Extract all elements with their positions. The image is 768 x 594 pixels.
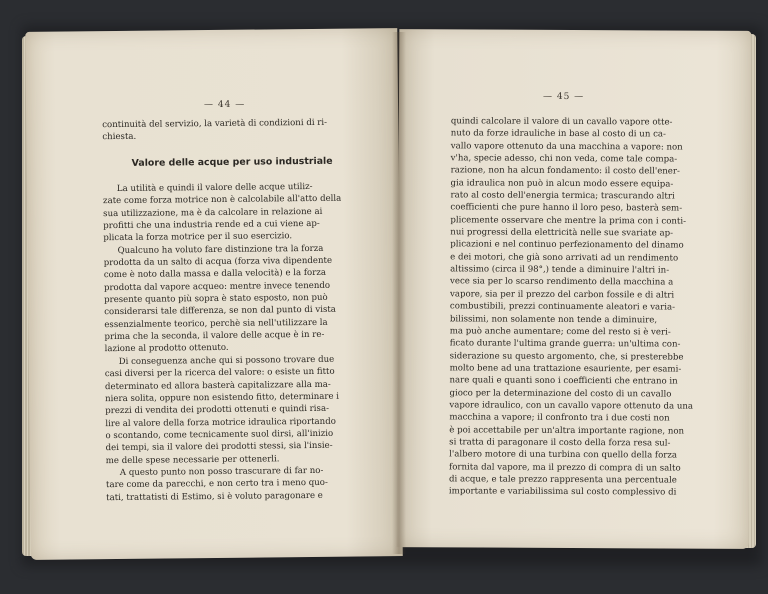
left-body-text bbox=[103, 180, 396, 504]
text-line: ficato durante l'ultima grande guerra: un'ultima con- bbox=[449, 338, 681, 350]
text-line: prezzi di vendita dei prodotti ottenuti e quindi risa- bbox=[105, 403, 330, 417]
text-line: vece sia per lo scarso rendimento della macchina a bbox=[450, 276, 674, 288]
book-gutter bbox=[392, 32, 406, 554]
page-number-left: — 44 — bbox=[203, 99, 246, 111]
text-line: tati, trattatisti di Estimo, si è voluto paragonare e bbox=[106, 490, 323, 503]
text-line: prodotta dal vapore acqueo: mentre invece tenendo bbox=[103, 280, 331, 293]
text-line: o scontando, come tecnicamente suol dirsi, all'inizio bbox=[105, 428, 334, 442]
text-line: bilissimi, non solamente non tende a diminuire, bbox=[449, 313, 658, 325]
text-line: importante e variabilissima sul costo complessivo di bbox=[448, 486, 677, 498]
text-line: Qualcuno ha voluto fare distinzione tra la forza bbox=[117, 243, 324, 256]
text-line: molto bene ad una trattazione esauriente, per esami- bbox=[449, 363, 682, 375]
text-line: nui progressi della elettricità nelle sue svariate ap- bbox=[450, 227, 674, 239]
left-page bbox=[25, 28, 403, 560]
text-line: lire al valore della forza motrice idraulica riportando bbox=[105, 416, 336, 429]
text-line: determinato ed allora basterà capitalizzare alla ma- bbox=[104, 379, 331, 392]
page-number-right: — 45 — bbox=[542, 91, 585, 103]
text-line: rato al costo dell'energia termica; trascurando altri bbox=[450, 190, 675, 202]
text-line: lazione al prodotto ottenuto. bbox=[104, 343, 229, 355]
text-line: razione, non ha alcun fondamento: il costo dell'ener- bbox=[450, 165, 680, 177]
text-line: si tratta di paragonare il costo della forza resa sul- bbox=[449, 437, 671, 449]
text-line: v'ha, specie adesso, chi non veda, come tale compa- bbox=[450, 153, 678, 165]
right-body-text bbox=[449, 115, 741, 499]
text-line: nare quali e quanti sono i coefficienti che entrano in bbox=[449, 375, 678, 387]
text-line: plicazioni e nel continuo perfezionamento del dinamo bbox=[450, 239, 684, 252]
text-line: prodotta da un salto di acqua (forza viva dipendente bbox=[103, 255, 333, 269]
text-line: Di conseguenza anche qui si possono trovare due bbox=[118, 354, 335, 367]
text-line: macchina a vapore; il confronto tra i due costi non bbox=[449, 412, 670, 424]
text-line: me delle spese necessarie per ottenerli. bbox=[105, 453, 280, 466]
text-line: come è noto dalla massa e dalla velocità) e la forza bbox=[103, 268, 327, 281]
text-line: e dei motori, che già sono arrivati ad un rendimento bbox=[450, 252, 679, 264]
text-line: profitti che una industria rende ed a cui viene ap- bbox=[103, 218, 320, 232]
text-line: La utilità e quindi il valore delle acque utiliz- bbox=[116, 181, 313, 195]
text-line: prima che la seconda, il valore delle acque è in re- bbox=[104, 329, 325, 343]
text-line: coefficienti che pure hanno il loro peso, basterà sem- bbox=[450, 202, 683, 214]
text-line: vallo vapore ottenuto da una macchina a vapore: non bbox=[450, 141, 683, 153]
text-line: continuità del servizio, la varietà di condizioni di ri- bbox=[102, 117, 328, 131]
text-line: di acque, e tale prezzo rappresenta una percentuale bbox=[448, 474, 677, 486]
text-line: fornita dal vapore, ma il prezzo di compra di un salto bbox=[449, 461, 681, 474]
section-title: Valore delle acque per uso industriale bbox=[131, 155, 333, 169]
text-line: A questo punto non posso trascurare di far no- bbox=[119, 465, 324, 478]
text-line: considerarsi tale differenza, se non dal punto di vista bbox=[104, 305, 336, 318]
text-line: gioco per la determinazione del costo di un cavallo bbox=[449, 387, 672, 400]
text-line: sua utilizzazione, ma è da calcolare in relazione ai bbox=[103, 206, 323, 219]
text-line: siderazione su questo argomento, che, si presterebbe bbox=[449, 350, 684, 363]
text-line: vapore idraulico, con un cavallo vapore ottenuto da una bbox=[449, 400, 694, 412]
text-line: chiesta. bbox=[102, 132, 137, 143]
right-page bbox=[397, 29, 752, 549]
text-line: nuto da forze idrauliche in base al costo di un ca- bbox=[450, 128, 666, 140]
intro-paragraph bbox=[102, 116, 392, 144]
text-line: l'albero motore di una turbina con quello della forza bbox=[449, 449, 678, 461]
text-line: quindi calcolare il valore di un cavallo vapore otte- bbox=[450, 116, 673, 128]
text-line: vapore, sia per il prezzo del carbon fossile e di altri bbox=[449, 289, 675, 301]
text-line: zate come forza motrice non è calcolabile all'atto della bbox=[102, 194, 342, 207]
text-line: presente quanto più sopra è stato esposto, non può bbox=[104, 292, 328, 306]
text-line: plicata la forza motrice per il suo esercizio. bbox=[103, 231, 293, 244]
text-line: essenzialmente teorico, perchè sia nell'utilizzare la bbox=[104, 317, 328, 330]
text-line: dei tempi, sia il valore dei prodotti stessi, sia l'insie- bbox=[105, 440, 333, 454]
text-line: niera solita, oppure non esistendo fitto, determinare i bbox=[105, 391, 340, 404]
text-line: ma può anche aumentare; come del resto si è veri- bbox=[449, 326, 671, 338]
text-line: gia idraulica non può in alcun modo essere equipa- bbox=[450, 178, 674, 190]
text-line: tare come da parecchi, e non certo tra i meno quo- bbox=[105, 478, 328, 491]
text-line: combustibili, prezzi continuamente aleatori e varia- bbox=[449, 301, 676, 313]
text-line: altissimo (circa il 98°,) tende a diminuire l'altri in- bbox=[450, 264, 670, 276]
text-line: plicemente osservare che mentre la prima con i conti- bbox=[450, 215, 687, 227]
text-line: casi diversi per la ricerca del valore: o esiste un fitto bbox=[104, 366, 335, 380]
text-line: è poi accettabile per un'altra importante ragione, non bbox=[449, 424, 685, 437]
